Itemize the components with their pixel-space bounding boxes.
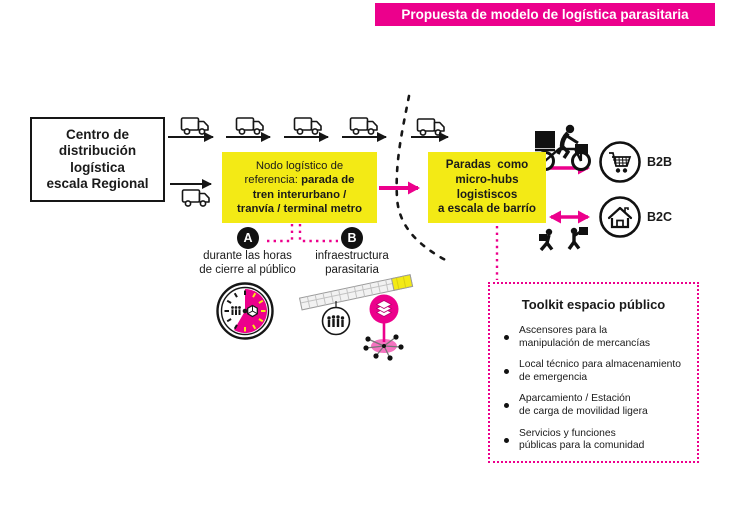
node-regional-line: logística (70, 159, 125, 175)
node-micro-hubs-line: a escala de barrío (438, 202, 536, 216)
bullet-icon (504, 335, 509, 340)
bullet-icon (504, 403, 509, 408)
caption-b-line: parasitaria (325, 263, 379, 276)
toolkit-item-line: de emergencia (519, 371, 588, 383)
caption-a-line: de cierre al público (199, 263, 296, 276)
toolkit-item-text (519, 428, 644, 453)
people-icon (231, 306, 241, 315)
marker-a: A (237, 227, 259, 249)
caption-b (303, 250, 401, 277)
delivery-truck-icon (351, 118, 378, 134)
clock-closing-hours-icon (218, 284, 273, 339)
toolkit-item-text (519, 359, 681, 384)
couriers-icon (539, 227, 588, 250)
marker-b: B (341, 227, 363, 249)
bullet-icon (504, 438, 509, 443)
banner-title: Propuesta de modelo de logística parasitaria (375, 3, 715, 26)
node-micro-hubs (428, 152, 546, 223)
toolkit-item (504, 428, 693, 453)
node-reference-line: tranvía / terminal metro (237, 202, 362, 215)
toolkit-item-line: manipulación de mercancías (519, 337, 651, 349)
toolkit-item (504, 359, 693, 384)
node-micro-hubs-line: logistiscos (456, 187, 518, 201)
toolkit-item-line: Aparcamiento / Estación (519, 393, 631, 405)
toolkit-item-line: públicas para la comunidad (519, 440, 645, 452)
house-icon (601, 198, 640, 237)
toolkit-panel (488, 282, 699, 463)
parasitic-layer-icon (370, 295, 399, 324)
node-regional-line: Centro de (65, 126, 129, 142)
bullet-icon (504, 369, 509, 374)
toolkit-item-line: Ascensores para la (519, 325, 608, 336)
delivery-truck-icon (237, 118, 264, 134)
package-icon (248, 306, 258, 317)
toolkit-title: Toolkit espacio público (521, 297, 666, 312)
node-reference-bold: parada de (301, 174, 355, 187)
node-regional-line: escala Regional (46, 176, 149, 191)
node-reference-line (222, 173, 377, 187)
shopping-cart-icon (601, 143, 640, 182)
b2b-label: B2B (647, 155, 673, 169)
caption-a (190, 250, 305, 277)
toolkit-item-line: Local técnico para almacenamiento (519, 359, 681, 371)
b2c-label: B2C (647, 210, 673, 224)
toolkit-item (504, 393, 693, 418)
node-micro-hubs-line: Paradas como (445, 158, 529, 172)
node-micro-hubs-line: micro-hubs (455, 172, 519, 186)
toolkit-item-line: Servicios y funciones (519, 427, 616, 439)
passengers-icon (323, 308, 350, 335)
node-reference-line: Nodo logístico de (255, 159, 344, 172)
delivery-truck-icon (418, 119, 445, 135)
node-reference-line: tren interurbano / (252, 188, 347, 201)
caption-a-line: durante las horas (203, 250, 292, 262)
node-reference-stop (222, 152, 377, 223)
delivery-truck-icon (295, 118, 322, 134)
delivery-truck-icon (182, 118, 209, 134)
toolkit-item-text (519, 325, 650, 350)
node-regional-line: distribución (58, 143, 137, 158)
toolkit-item-line: de carga de movilidad ligera (519, 405, 648, 417)
node-reference-normal: referencia: (244, 174, 302, 187)
node-regional-center (30, 117, 165, 202)
delivery-truck-icon (183, 190, 210, 206)
toolkit-item-text (519, 393, 648, 418)
caption-b-line: infraestructura (315, 250, 389, 262)
toolkit-item (504, 325, 693, 350)
